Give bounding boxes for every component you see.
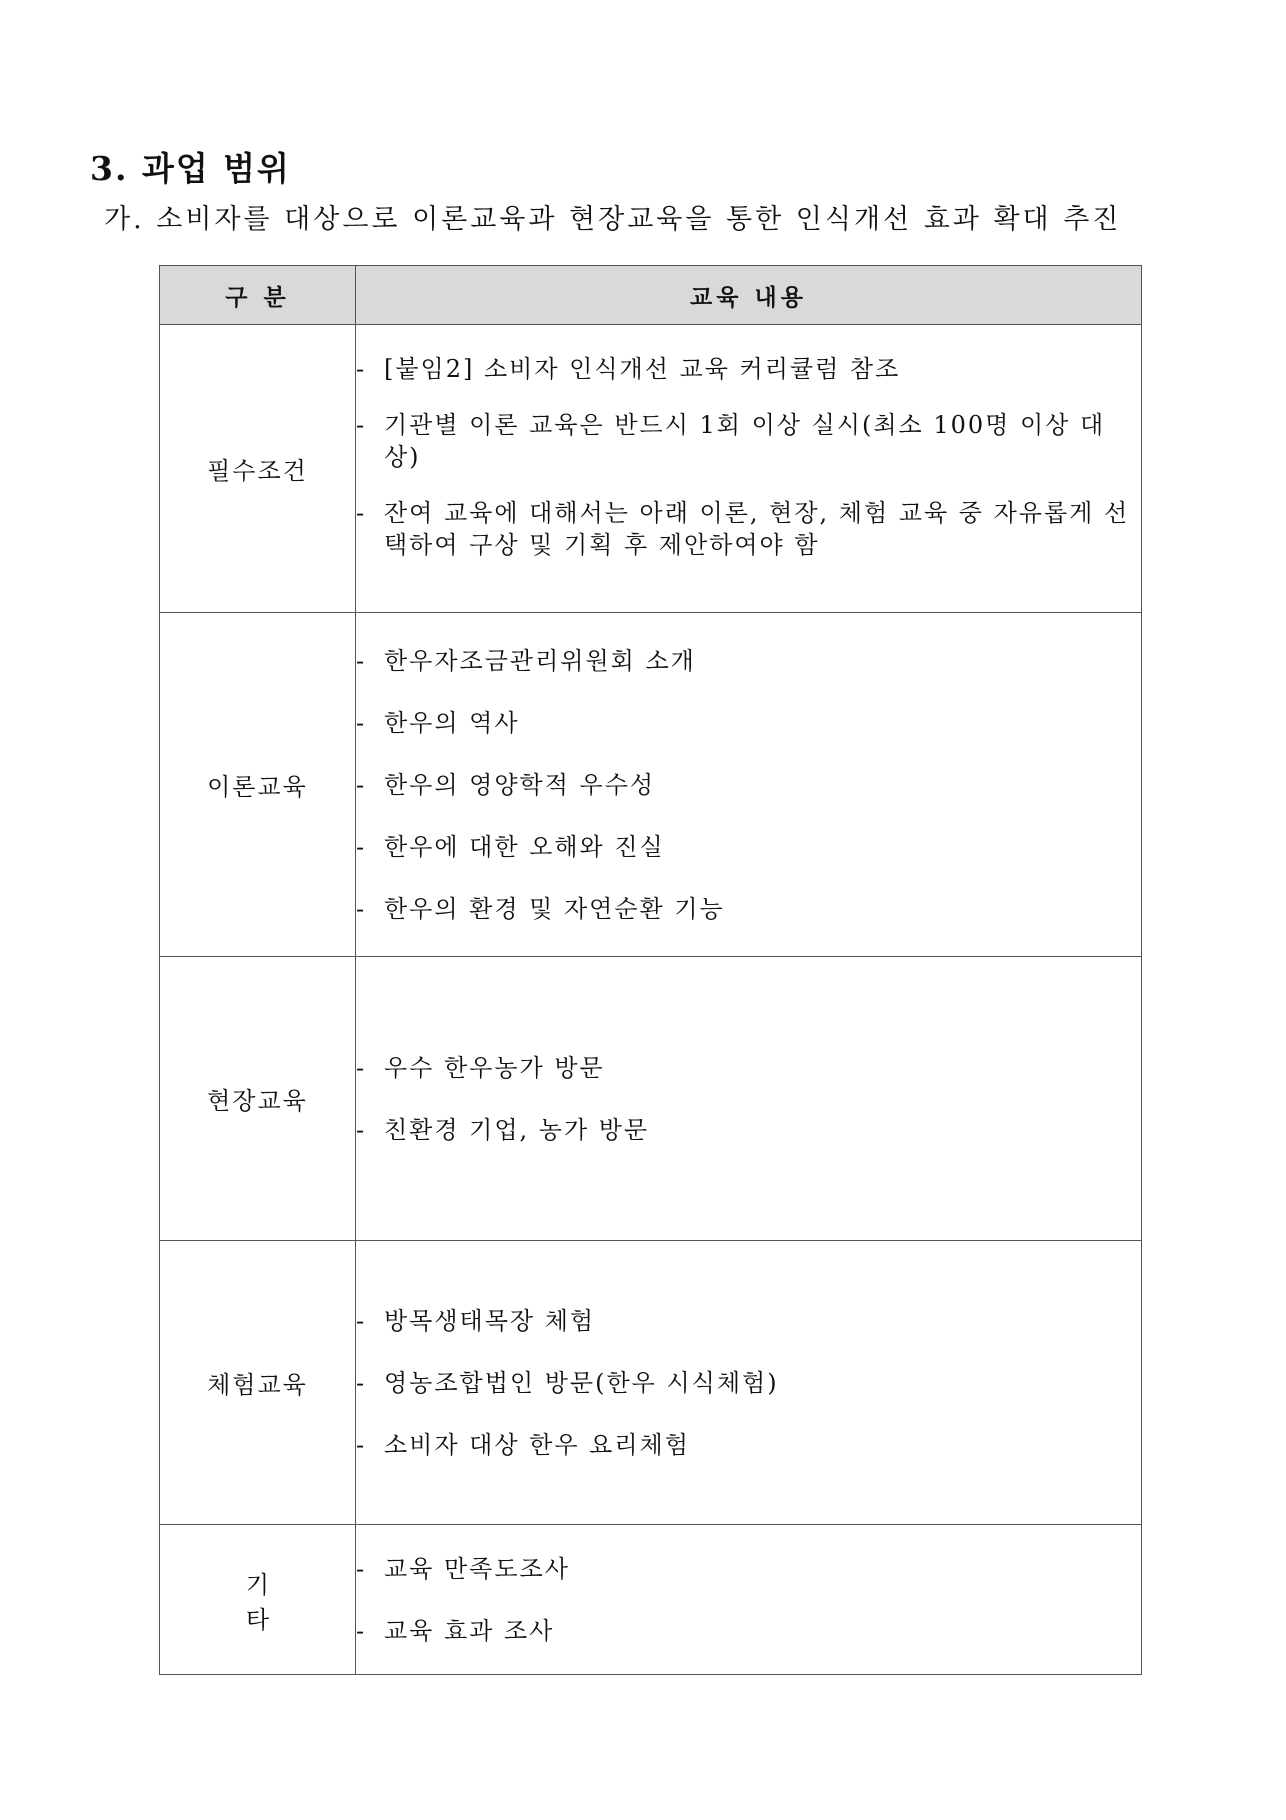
list-item: - 한우의 영양학적 우수성 bbox=[356, 770, 656, 799]
list-item-text: 한우자조금관리위원회 소개 bbox=[384, 646, 696, 675]
row-category: 체험교육 bbox=[160, 1241, 356, 1525]
list-item: - 잔여 교육에 대해서는 아래 이론, 현장, 체험 교육 중 자유롭게 선택하여 구상 및 기획 후 제안하여야 함 bbox=[356, 498, 1130, 559]
row-content bbox=[356, 325, 1142, 613]
table-row bbox=[160, 325, 1142, 613]
section-subtitle: 가. 소비자를 대상으로 이론교육과 현장교육을 통한 인식개선 효과 확대 추진 bbox=[104, 204, 1122, 235]
list-item: - [붙임2] 소비자 인식개선 교육 커리큘럼 참조 bbox=[356, 354, 901, 383]
list-item-text: 한우의 영양학적 우수성 bbox=[384, 770, 656, 799]
content-list bbox=[356, 353, 1141, 561]
list-item: - 소비자 대상 한우 요리체험 bbox=[356, 1430, 690, 1459]
list-item: - 한우의 환경 및 자연순환 기능 bbox=[356, 894, 725, 923]
list-item-text: 영농조합법인 방문(한우 시식체험) bbox=[384, 1368, 779, 1397]
list-item: - 교육 만족도조사 bbox=[356, 1554, 570, 1583]
row-category: 기 타 bbox=[160, 1525, 356, 1675]
content-list bbox=[356, 1305, 1141, 1461]
table-row bbox=[160, 1525, 1142, 1675]
list-item-text: 기관별 이론 교육은 반드시 1회 이상 실시(최소 100명 이상 대상) bbox=[384, 410, 1106, 471]
list-item: - 교육 효과 조사 bbox=[356, 1616, 555, 1645]
list-item-text: 한우의 환경 및 자연순환 기능 bbox=[384, 894, 725, 923]
column-header-category: 구 분 bbox=[160, 266, 356, 325]
table-row bbox=[160, 613, 1142, 957]
list-item-text: [붙임2] 소비자 인식개선 교육 커리큘럼 참조 bbox=[384, 354, 901, 383]
table-header-row bbox=[160, 266, 1142, 325]
row-category: 이론교육 bbox=[160, 613, 356, 957]
list-item-text: 잔여 교육에 대해서는 아래 이론, 현장, 체험 교육 중 자유롭게 선택하여 구상 및 기획 후 제안하여야 함 bbox=[384, 498, 1130, 559]
content-list bbox=[356, 1553, 1141, 1647]
content-list bbox=[356, 645, 1141, 925]
list-item-text: 소비자 대상 한우 요리체험 bbox=[384, 1430, 690, 1459]
row-content bbox=[356, 957, 1142, 1241]
row-content bbox=[356, 613, 1142, 957]
scope-table bbox=[159, 265, 1142, 1675]
list-item: - 한우에 대한 오해와 진실 bbox=[356, 832, 665, 861]
list-item: - 한우의 역사 bbox=[356, 708, 520, 737]
list-item: - 친환경 기업, 농가 방문 bbox=[356, 1115, 650, 1144]
row-content bbox=[356, 1525, 1142, 1675]
list-item: - 한우자조금관리위원회 소개 bbox=[356, 646, 696, 675]
list-item-text: 친환경 기업, 농가 방문 bbox=[384, 1115, 650, 1144]
list-item-text: 방목생태목장 체험 bbox=[384, 1306, 596, 1335]
row-category: 필수조건 bbox=[160, 325, 356, 613]
list-item: - 방목생태목장 체험 bbox=[356, 1306, 596, 1335]
list-item-text: 교육 효과 조사 bbox=[384, 1616, 555, 1645]
list-item-text: 교육 만족도조사 bbox=[384, 1554, 570, 1583]
table-row bbox=[160, 957, 1142, 1241]
list-item-text: 한우의 역사 bbox=[384, 708, 520, 737]
list-item: - 기관별 이론 교육은 반드시 1회 이상 실시(최소 100명 이상 대상) bbox=[356, 410, 1106, 471]
table-row bbox=[160, 1241, 1142, 1525]
content-list bbox=[356, 1052, 1141, 1146]
row-content bbox=[356, 1241, 1142, 1525]
section-title: 3. 과업 범위 bbox=[90, 149, 291, 188]
column-header-content: 교육 내용 bbox=[356, 266, 1142, 325]
list-item: - 우수 한우농가 방문 bbox=[356, 1053, 605, 1082]
list-item-text: 한우에 대한 오해와 진실 bbox=[384, 832, 665, 861]
row-category: 현장교육 bbox=[160, 957, 356, 1241]
list-item-text: 우수 한우농가 방문 bbox=[384, 1053, 605, 1082]
list-item: - 영농조합법인 방문(한우 시식체험) bbox=[356, 1368, 779, 1397]
